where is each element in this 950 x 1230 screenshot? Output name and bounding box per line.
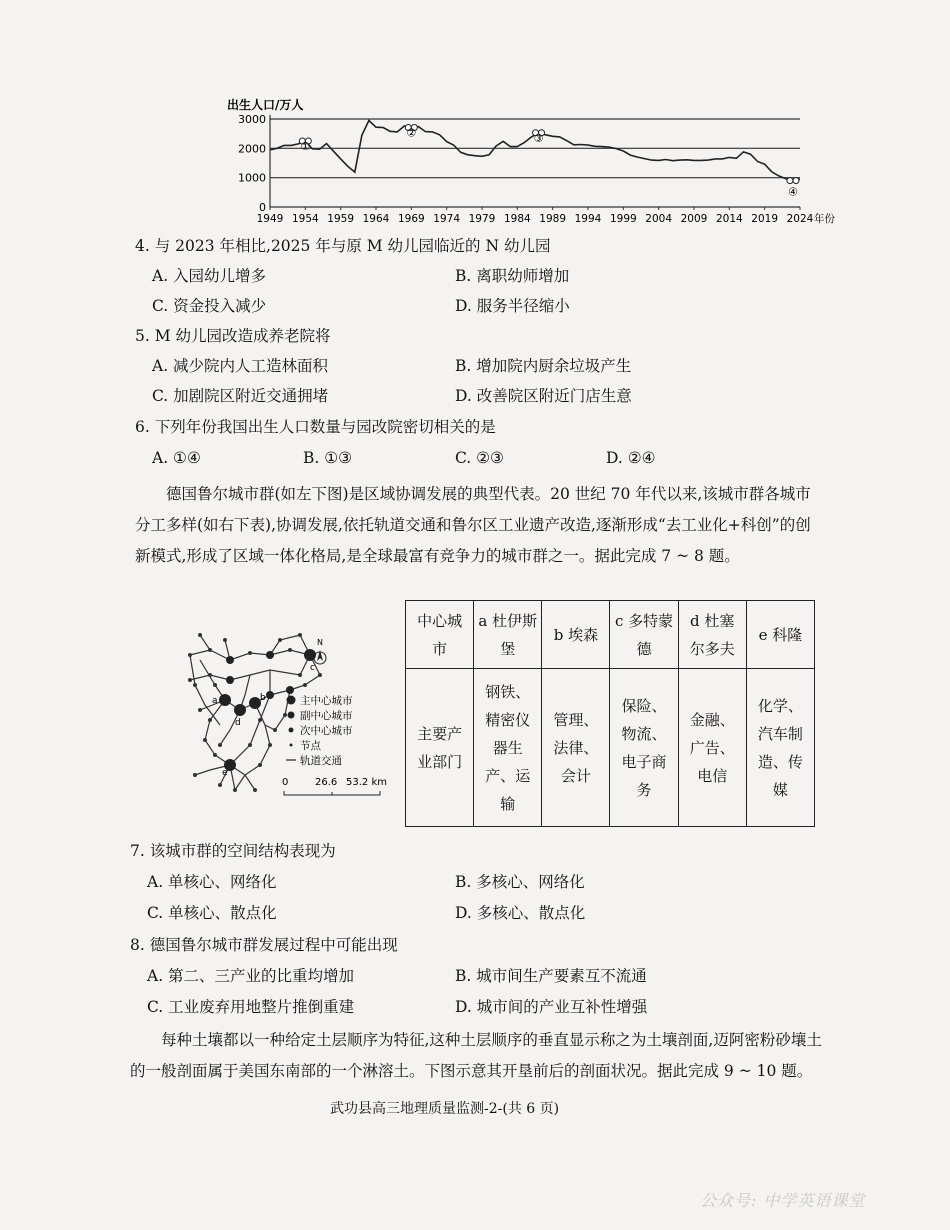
table-cell: 化学、汽车制造、传媒 [746, 669, 814, 827]
annotation-point [787, 178, 793, 184]
question-7-stem: 7. 该城市群的空间结构表现为 [130, 842, 336, 860]
watermark: 公众号: 中学英语课堂 [700, 1191, 866, 1210]
chart-y-axis-label: 出生人口/万人 [227, 98, 304, 112]
map-legend [286, 694, 353, 767]
question-4-option-d[interactable]: D. 服务半径缩小 [455, 297, 570, 315]
question-6-option-a[interactable]: A. ①④ [152, 449, 201, 467]
svg-text:轨道交通: 轨道交通 [300, 755, 342, 767]
x-tick-label: 1984 [503, 213, 531, 225]
svg-text:节点: 节点 [300, 740, 321, 752]
city-label-e: e [222, 768, 228, 778]
question-6-stem: 6. 下列年份我国出生人口数量与园改院密切相关的是 [135, 418, 496, 436]
x-tick-label: 1974 [433, 213, 461, 225]
soil-passage: 每种土壤都以一种给定土层顺序为特征,这种土层顺序的垂直显示称之为土壤剖面,迈阿密粉砂壤土的一般剖面属于美国东南部的一个淋溶土。下图示意其开垦前后的剖面状况。据此完成 9 ~ 10 题。 [130, 1031, 822, 1080]
svg-text:副中心城市: 副中心城市 [300, 710, 353, 722]
question-8-option-d[interactable]: D. 城市间的产业互补性增强 [455, 998, 648, 1016]
annotation-point [793, 178, 799, 184]
y-tick-label: 2000 [238, 142, 266, 156]
table-header-cell: b 埃森 [542, 601, 610, 669]
table-header-cell: 中心城市 [406, 601, 474, 669]
y-tick-label: 3000 [238, 113, 266, 126]
table-cell: 管理、法律、会计 [542, 669, 610, 827]
question-4-option-a[interactable]: A. 入园幼儿增多 [152, 267, 267, 285]
question-4-stem: 4. 与 2023 年相比,2025 年与原 M 幼儿园临近的 N 幼儿园 [135, 237, 551, 255]
x-axis-suffix: 年份 [814, 213, 835, 225]
table-header-cell: c 多特蒙德 [610, 601, 678, 669]
table-cell: 金融、广告、电信 [678, 669, 746, 827]
question-8-option-c[interactable]: C. 工业废弃用地整片推倒重建 [147, 998, 355, 1016]
city-label-d: d [235, 718, 241, 728]
svg-text:次中心城市: 次中心城市 [300, 725, 353, 737]
ruhr-passage: 德国鲁尔城市群(如左下图)是区域协调发展的典型代表。20 世纪 70 年代以来,该城市群各城市分工多样(如右下表),协调发展,依托轨道交通和鲁尔区工业遗产改造,逐渐形成“去工业化+科创”的创新模式,形成了区域一体化格局,是全球最富有竞争力的城市群之一。据此完成 7 ~ 8 题。 [135, 485, 811, 565]
question-4-option-b[interactable]: B. 离职幼师增加 [455, 267, 570, 285]
y-tick-label: 1000 [238, 171, 266, 185]
table-header-cell: a 杜伊斯堡 [474, 601, 542, 669]
annotation-label: ① [300, 140, 311, 153]
question-7-option-a[interactable]: A. 单核心、网络化 [147, 873, 277, 891]
svg-text:主中心城市: 主中心城市 [300, 695, 353, 707]
question-6-option-b[interactable]: B. ①③ [303, 449, 353, 467]
question-5-option-d[interactable]: D. 改善院区附近门店生意 [455, 387, 632, 405]
question-7-option-c[interactable]: C. 单核心、散点化 [147, 904, 277, 922]
question-5-option-c[interactable]: C. 加剧院区附近交通拥堵 [152, 387, 329, 405]
question-5-stem: 5. M 幼儿园改造成养老院将 [135, 327, 331, 345]
question-5-option-b[interactable]: B. 增加院内厨余垃圾产生 [455, 357, 632, 375]
city-label-a: a [212, 696, 218, 706]
x-tick-label: 1999 [609, 213, 637, 225]
chart-gridlines [270, 115, 800, 207]
question-8-option-a[interactable]: A. 第二、三产业的比重均增加 [147, 967, 355, 985]
x-tick-label: 1959 [327, 213, 355, 225]
chart-x-ticks [257, 207, 836, 225]
svg-text:53.2 km: 53.2 km [346, 777, 387, 788]
x-tick-label: 1994 [574, 213, 602, 225]
x-tick-label: 2009 [680, 213, 708, 225]
question-7-option-d[interactable]: D. 多核心、散点化 [455, 904, 586, 922]
chart-y-ticks [238, 113, 266, 214]
table-cell: 保险、物流、电子商务 [610, 669, 678, 827]
north-arrow-icon [314, 638, 326, 664]
city-label-b: b [260, 693, 266, 703]
x-tick-label: 1969 [397, 213, 425, 225]
annotation-label: ③ [533, 131, 544, 145]
question-8-stem: 8. 德国鲁尔城市群发展过程中可能出现 [130, 936, 398, 954]
x-tick-label: 2024 [786, 213, 814, 225]
table-header-cell: d 杜塞尔多夫 [678, 601, 746, 669]
annotation-label: ④ [787, 185, 798, 199]
annotation-label: ② [406, 126, 417, 140]
birth-population-chart [215, 95, 835, 225]
table-row-label: 主要产业部门 [406, 669, 474, 827]
x-tick-label: 2004 [645, 213, 673, 225]
question-4-option-c[interactable]: C. 资金投入减少 [152, 297, 267, 315]
x-tick-label: 2014 [715, 213, 743, 225]
question-5-option-a[interactable]: A. 减少院内人工造林面积 [152, 357, 329, 375]
question-8-option-b[interactable]: B. 城市间生产要素互不流通 [455, 967, 647, 985]
city-industry-table [405, 600, 815, 827]
x-tick-label: 1989 [539, 213, 567, 225]
question-7-option-b[interactable]: B. 多核心、网络化 [455, 873, 585, 891]
x-tick-label: 1954 [291, 213, 319, 225]
x-tick-label: 1979 [468, 213, 496, 225]
table-header-cell: e 科隆 [746, 601, 814, 669]
table-cell: 钢铁、精密仪器生产、运输 [474, 669, 542, 827]
scale-bar [282, 777, 387, 795]
x-tick-label: 1949 [256, 213, 284, 225]
svg-text:N: N [317, 638, 323, 647]
y-tick-label: 0 [259, 201, 266, 214]
ruhr-city-cluster-map [170, 625, 400, 805]
x-tick-label: 1964 [362, 213, 390, 225]
question-6-option-d[interactable]: D. ②④ [606, 449, 656, 467]
page-footer: 武功县高三地理质量监测-2-(共 6 页) [330, 1101, 560, 1117]
x-tick-label: 2019 [751, 213, 779, 225]
svg-text:26.6: 26.6 [315, 777, 338, 788]
city-label-c: c [310, 663, 315, 673]
question-6-option-c[interactable]: C. ②③ [455, 449, 504, 467]
svg-text:0: 0 [282, 777, 289, 788]
